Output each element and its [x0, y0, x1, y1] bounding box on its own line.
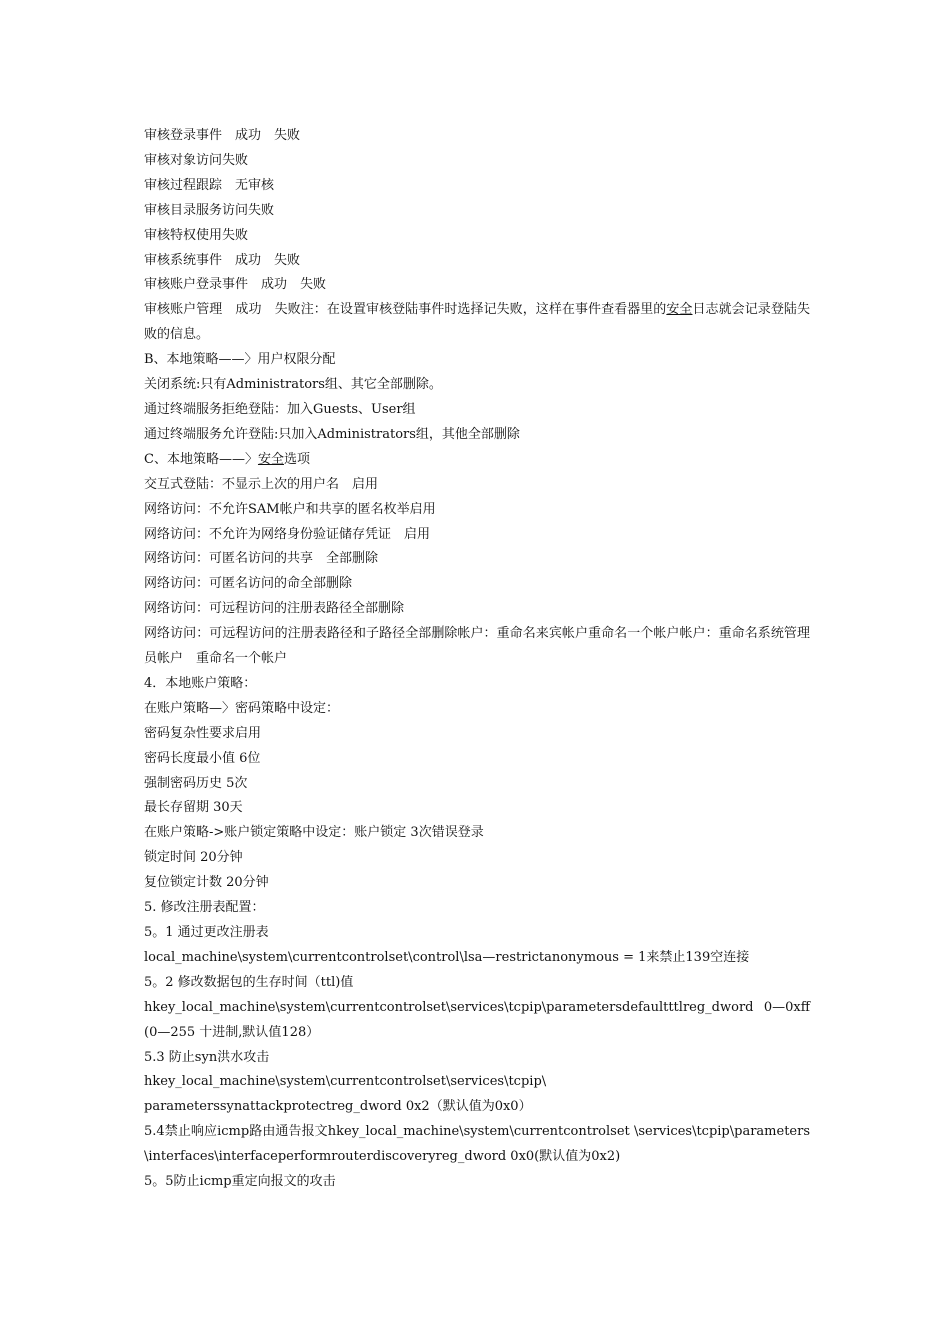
section-heading-5: 5. 修改注册表配置：	[144, 900, 265, 916]
text-line: 网络访问：可匿名访问的命全部删除	[144, 576, 353, 592]
text-line: 交互式登陆：不显示上次的用户名 启用	[144, 476, 379, 492]
text-line: 5。2 修改数据包的生存时间（ttl)值	[144, 974, 354, 990]
registry-path-line: hkey_local_machine\system\currentcontrolset\services\tcpip\	[144, 1074, 547, 1090]
text-line: 审核过程跟踪 无审核	[144, 177, 275, 193]
text-line: 5。5防止icmp重定向报文的攻击	[144, 1174, 336, 1190]
security-link[interactable]: 安全	[666, 302, 693, 318]
text-line: 关闭系统:只有Administrators组、其它全部删除。	[144, 377, 442, 393]
text-line: 网络访问：不允许为网络身份验证储存凭证 启用	[144, 526, 431, 542]
text-line: 审核特权使用失败	[144, 227, 249, 243]
section-heading-c	[144, 448, 810, 473]
heading-text: C、本地策略——〉	[144, 451, 258, 467]
section-heading-4: 4．本地账户策略：	[144, 675, 257, 691]
text-line: 审核账户登录事件 成功 失败	[144, 277, 327, 293]
text-line: 通过终端服务拒绝登陆：加入Guests、User组	[144, 401, 416, 417]
text-line: 在账户策略—〉密码策略中设定：	[144, 700, 340, 716]
text-line: 5.3 防止syn洪水攻击	[144, 1049, 270, 1065]
text-line: 网络访问：可远程访问的注册表路径全部删除	[144, 601, 405, 617]
text-line: 通过终端服务允许登陆:只加入Administrators组，其他全部删除	[144, 426, 520, 442]
text-line: 审核登录事件 成功 失败	[144, 128, 301, 143]
registry-path-line: parameterssynattackprotectreg_dword 0x2（默认值为0x0）	[144, 1099, 532, 1115]
text-line: 网络访问：不允许SAM帐户和共享的匿名枚举启用	[144, 501, 436, 517]
text-line: 密码长度最小值 6位	[144, 750, 261, 766]
text-line: 最长存留期 30天	[144, 800, 243, 816]
paragraph-text: 审核账户管理 成功 失败注：在设置审核登陆事件时选择记失败，这样在事件查看器里的	[144, 302, 667, 318]
icmp-registry-paragraph: 5.4禁止响应icmp路由通告报文hkey_local_machine\system\currentcontrolset \services\tcpip\parameters\interfaces\interfaceperformrouterdiscoveryreg_dword 0x0(默认值为0x2)	[144, 1124, 810, 1165]
text-line: 密码复杂性要求启用	[144, 725, 262, 741]
text-line: 强制密码历史 5次	[144, 775, 248, 791]
heading-text: 选项	[283, 451, 310, 467]
text-line: 审核系统事件 成功 失败	[144, 252, 301, 268]
text-line: 网络访问：可匿名访问的共享 全部删除	[144, 551, 379, 567]
security-link[interactable]: 安全	[257, 451, 284, 467]
ttl-registry-paragraph: hkey_local_machine\system\currentcontrolset\services\tcpip\parametersdefaultttlreg_dword 0—0xff(0—255 十进制,默认值128）	[144, 999, 810, 1040]
registry-path-line: local_machine\system\currentcontrolset\control\lsa—restrictanonymous = 1来禁止139空连接	[144, 949, 750, 965]
text-line: 复位锁定计数 20分钟	[144, 875, 269, 891]
text-line: 审核对象访问失败	[144, 152, 249, 168]
audit-management-paragraph	[144, 298, 810, 348]
section-heading-b: B、本地策略——〉用户权限分配	[144, 352, 336, 368]
text-line: 审核目录服务访问失败	[144, 202, 275, 218]
paragraph-text: 日志就会记录登陆失败的信息。	[144, 302, 810, 343]
text-line: 在账户策略->账户锁定策略中设定：账户锁定 3次错误登录	[144, 825, 484, 841]
text-line: 5。1 通过更改注册表	[144, 925, 269, 940]
document-body	[144, 124, 810, 1195]
text-line: 锁定时间 20分钟	[144, 850, 243, 866]
accounts-paragraph: 网络访问：可远程访问的注册表路径和子路径全部删除帐户：重命名来宾帐户重命名一个帐户帐户：重命名系统管理员帐户 重命名一个帐户	[144, 626, 810, 667]
